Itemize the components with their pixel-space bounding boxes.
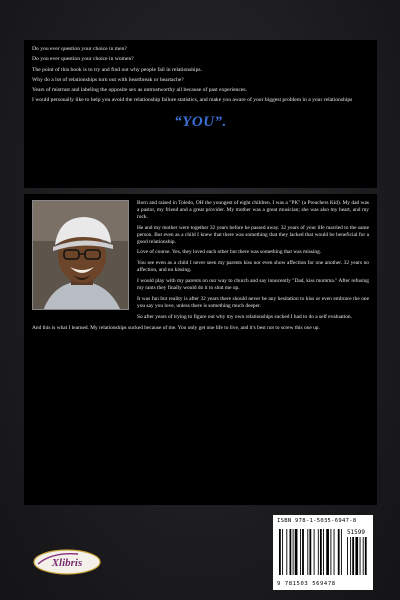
publisher-logo bbox=[32, 548, 102, 576]
isbn-text: ISBN 978-1-5035-6947-8 bbox=[277, 518, 357, 524]
blurb-line: Why do a lot of relationships turn out with heartbreak or heartache? bbox=[32, 76, 184, 83]
blurb-line: Do you ever question your choice in women? bbox=[32, 56, 134, 63]
bio-paragraph: And this is what I learned. My relationships sucked because of me. You only get one life to live, and it's best not to screw this one up. bbox=[32, 324, 320, 331]
bio-paragraph: So after years of trying to figure out why my own relationships sucked I had to do a self evaluation. bbox=[137, 313, 352, 320]
bio-paragraph: You see even as a child I never seen my parents kiss nor even show affection for one another. 32 years no affection, and no kissing. bbox=[137, 260, 369, 274]
bio-paragraph: He and my mother were together 32 years before he passed away. 32 years of your life married to the same person. But even as a child I knew that there was something that they lacked that would be beneficial for a good relationship. bbox=[137, 224, 369, 245]
author-photo bbox=[32, 200, 129, 310]
blurb-panel bbox=[24, 40, 377, 188]
publisher-name: Xlibris bbox=[51, 557, 83, 569]
emphasis-you: “YOU”. bbox=[174, 113, 227, 130]
blurb-line: Do you ever question your choice in men? bbox=[32, 46, 127, 52]
author-bio-panel bbox=[24, 194, 377, 505]
ean-digits: 9 781503 569478 bbox=[277, 581, 336, 587]
author-portrait-icon bbox=[33, 201, 129, 310]
bio-paragraph: Born and raised in Toledo, OH the youngest of eight children. I was a "PK" (a Preachers Kid). My dad was a pastor, my friend and a great provider. My mother was a great musician; she was also my heart, and my rock. bbox=[137, 200, 369, 220]
blurb-line: I would personally like to help you avoid the relationship failure statistics, and make you aware of your biggest problem in a your relationships bbox=[32, 97, 353, 104]
barcode-bars bbox=[277, 527, 369, 577]
bio-paragraph: I would play with my parents on our way to church and say innocently "Dad, kiss momma." After refusing my rants they finally would do it to shut me up. bbox=[137, 278, 369, 292]
blurb-line: The point of this book is to try and find out why people fail in relationships. bbox=[32, 66, 202, 73]
bio-paragraph: It was fun but reality is after 32 years there should never be any hesitation to kiss or even embrace the one you say you love, unless there is something much deeper. bbox=[137, 295, 369, 309]
bio-paragraph: Love of course. Yes, they loved each other but there was something that was missing. bbox=[137, 249, 322, 256]
blurb-line: Years of mistrust and labeling the opposite sex as untrustworthy all because of past experiences. bbox=[32, 87, 247, 94]
barcode-box bbox=[273, 515, 373, 590]
price-code: 51599 bbox=[346, 529, 365, 536]
xlibris-logo-icon bbox=[32, 548, 102, 576]
